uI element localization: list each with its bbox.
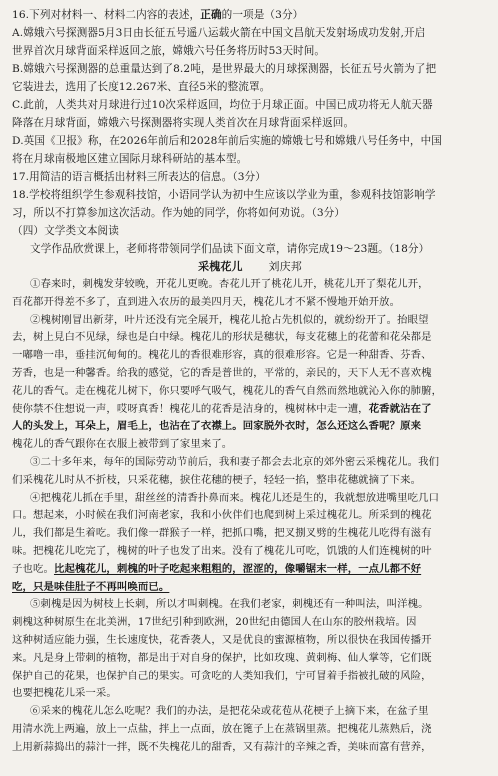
- q16-option-a: A.嫦娥六号探测器5月3日由长征五号遥八运载火箭在中国文昌航天发射场成功发射,开启: [12, 27, 426, 39]
- paragraph-5-line: ⑤刺槐是因为树枝上长刺，所以才叫刺槐。在我们老家，刺槐还有一种叫法，叫洋槐。: [30, 598, 429, 611]
- q18-cont: 习，所以不打算参加这次活动。作为她的同学，你将如何劝说。（3分）: [12, 207, 346, 219]
- q16-option-b: B.嫦娥六号探测器的总重量达到了8.2吨，是世界最大的月球探测器，长征五号火箭为了把: [12, 63, 437, 75]
- paragraph-5-line: 保护自己的花果，也保护自己的果实。可贪吃的人类知我们，宁可冒着手指被扎破的风险，: [12, 669, 432, 682]
- paragraph-2-bold: 花香就沾在了: [368, 402, 432, 415]
- paragraph-5-line: 这种树适应能力强，生长速度快，花香袭人，又是优良的蜜源植物，所以很快在我国传播开: [12, 633, 432, 646]
- article-body: [12, 276, 488, 757]
- q17: 17.用简洁的语言概括出材料三所表达的信息。（3分）: [12, 171, 266, 183]
- q16-option-d: D.英国《卫报》称，在2026年前后和2028年前后实施的嫦娥七号和嫦娥八号任务中，中国: [12, 135, 442, 147]
- paragraph-1-line: ①春来时，刺槐发芽较晚，开花儿更晚。杏花儿开了桃花儿开，桃花儿开了梨花儿开，: [30, 278, 429, 290]
- q16-option-c-cont: 降落在月球背面，嫦娥六号探测器将实现人类首次在月球背面采样返回。: [12, 117, 355, 129]
- paragraph-3-line: ③二十多年来，每年的国际劳动节前后，我和妻子都会去北京的郊外密云采槐花儿。我们: [30, 455, 440, 468]
- q16-option-a-cont: 世界首次月球背面采样返回之旅，嫦娥六号任务将历时53天时间。: [12, 45, 326, 57]
- paragraph-3-line: 们采槐花儿时从不折枝，只采花穗，捩住花穗的梗子，轻轻一掐，整串花穗就摘了下来。: [12, 473, 422, 486]
- paragraph-6-line: 用清水洗上两遍，放上一点盐，拌上一点面，放在篦子上在蒸锅里蒸。把槐花儿蒸熟后，浇: [12, 722, 432, 735]
- section-heading: （四）文学类文本阅读: [12, 225, 119, 237]
- paragraph-5-line: 也要把槐花儿采一采。: [12, 687, 117, 700]
- paragraph-5-line: 刺槐这种树原生在北美洲，17世纪引种到欧洲，20世纪由德国人在山东的胶州栽培。因: [12, 616, 417, 629]
- q16-stem: [12, 6, 488, 24]
- paragraph-2-line: 人的头发上，耳朵上，眉毛上，也沾在了衣襟上。回家脱外衣时，怎么还这么香呢？原来: [12, 420, 422, 433]
- paragraph-2-line: 槐花儿的香气跟你在衣服上被带到了家里来了。: [12, 438, 233, 451]
- article-title: 采槐花儿: [198, 260, 243, 273]
- article-title-line: [12, 258, 488, 276]
- q18: 18.学校将组织学生参观科技馆，小语同学认为初中生应该以学业为重，参观科技馆影响学: [12, 189, 436, 201]
- paragraph-2-text: 使你禁不住想说一声，哎呀真香！槐花儿的花香是洁身的，槐树林中走一遭，: [12, 402, 369, 415]
- q16-option-d-cont: 将在月球南极地区建立国际月球科研站的基本型。: [12, 153, 248, 165]
- paragraph-4-line: ④把槐花儿抓在手里，甜丝丝的清香扑鼻而来。槐花儿还是生的，我就想放进嘴里吃几口: [30, 491, 440, 504]
- paragraph-4-line: 口。想起来，小时候在我们河南老家，我和小伙伴们也爬到树上采过槐花儿。所采到的槐花: [12, 509, 432, 522]
- section-intro: 文学作品欣赏课上，老师将带领同学们品读下面文章，请你完成19～23题。（18分）: [30, 243, 430, 255]
- paragraph-6-line: ⑥采来的槐花儿怎么吃呢？我们的办法，是把花朵或花苞从花梗子上摘下来，在盆子里: [30, 705, 429, 718]
- paragraph-6-line: 上用新蒜捣出的蒜汁一拌，既不失槐花儿的甜香，又有蒜汁的辛辣之香，美味而富有营养，: [12, 740, 432, 753]
- paragraph-4-line: [12, 579, 488, 597]
- paragraph-2-line: ②槐树刚冒出新芽，叶片还没有完全展开，槐花儿抢占先机似的，就纷纷开了。抬眼望: [30, 313, 429, 326]
- paragraph-2-line: 一嘟噜一串，垂挂沉甸甸的。槐花儿的香很难形容，真的很难形容。它是一种甜香、芬香、: [12, 349, 432, 362]
- paragraph-4-line: [12, 561, 488, 579]
- q16-stem-emphasis: 正确: [200, 9, 222, 21]
- q16-stem-tail: 的一项是（3分）: [221, 9, 304, 21]
- paragraph-4-line: 儿，我们都是生着吃。我们像一群猴子一样，把抓口嘴，把叉捌叉劈的生槐花儿吃得有滋有: [12, 527, 432, 540]
- paragraph-4-underlined: 吃，只是味佳肚子不再叫唤而已。: [12, 580, 170, 593]
- paragraph-2-line: [12, 401, 488, 419]
- paragraph-4-text: 子也吃。: [12, 562, 54, 575]
- paragraph-2-line: 芳香，也是一种馨香。给我的感觉，它的香是普世的，平常的，亲民的，天下人无不喜欢槐: [12, 366, 432, 379]
- paragraph-4-line: 味。把槐花儿吃完了，槐树的叶子也发了出来。没有了槐花儿可吃，饥饿的人们连槐树的叶: [12, 544, 432, 557]
- article-author: 刘庆邦: [268, 260, 302, 273]
- q16-option-c: C.此前，人类共对月球进行过10次采样返回，均位于月球正面。中国已成功将无人航天器: [12, 99, 433, 111]
- paragraph-2-line: 花儿的香气。走在槐花儿树下，你只要呼气吸气，槐花儿的香气自然而然地就沁入你的肺腑，: [12, 384, 443, 397]
- q16-stem-text: 16.下列对材料一、材料二内容的表述，: [12, 9, 201, 21]
- q16-option-b-cont: 它装进去，选用了长度12.267米、直径5米的整流罩。: [12, 81, 271, 93]
- paragraph-1-line: 百花都开得差不多了，直到进入农历的最美四月天，槐花儿才不紧不慢地开始开放。: [12, 295, 401, 308]
- paragraph-5-line: 来。凡是身上带刺的植物，都是出于对自身的保护，比如玫瑰、黄刺梅、仙人掌等，它们既: [12, 651, 432, 664]
- paragraph-2-line: 去，树上見白不见绿，绿也是白中绿。槐花儿的形状是穗状，每支花穗上的花蕾和花朵都是: [12, 331, 432, 344]
- paragraph-4-underlined: 比起槐花儿，刺槐的叶子吃起来粗粗的，涩涩的，像嚼锯末一样，一点儿都不好: [53, 562, 422, 575]
